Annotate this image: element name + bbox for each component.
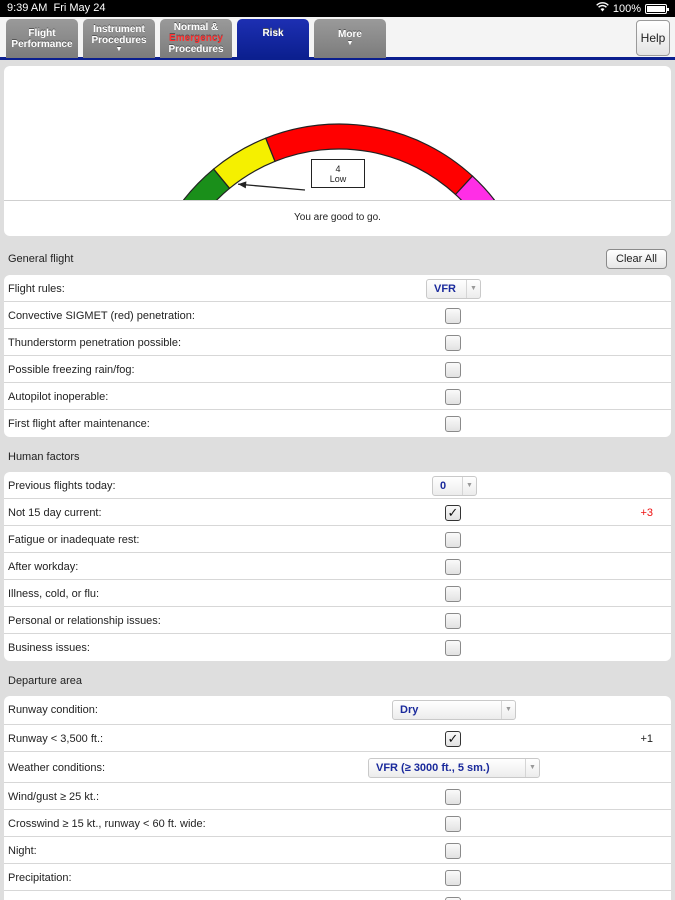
risk-points: +3 [640,507,653,519]
select-value: Dry [400,704,419,716]
row-label: Fatigue or inadequate rest: [8,534,140,546]
tab-normal-emergency-procedures[interactable] [160,19,232,58]
tab-label-line2: Performance [11,38,73,50]
risk-score-box [311,159,365,188]
list-item [4,383,671,410]
list-item [4,553,671,580]
risk-level: Low [329,174,347,184]
row-label: Runway < 3,500 ft.: [8,733,104,745]
status-right [596,2,667,15]
runway-condition-select[interactable] [392,700,516,720]
row-label: Runway condition: [8,704,98,716]
chevron-down-icon: ▼ [525,759,539,777]
list-item [4,499,671,526]
list-item [4,410,671,437]
list-item [4,837,671,864]
list-item [4,864,671,891]
row-checkbox[interactable] [445,362,461,378]
tab-label-line2: Procedures [91,34,147,46]
caret-down-icon: ▼ [115,45,123,53]
list-item [4,302,671,329]
list-item-runway-condition [4,696,671,725]
tab-label-line1: More [338,29,362,40]
list-item [4,526,671,553]
tab-label-line1: Normal & [173,22,219,33]
tab-flight-performance[interactable] [6,19,78,58]
section-title-human-factors: Human factors [8,451,80,463]
row-checkbox[interactable] [445,389,461,405]
row-checkbox[interactable] [445,789,461,805]
list-item [4,580,671,607]
list-item-previous-flights [4,472,671,499]
row-label: Personal or relationship issues: [8,615,161,627]
list-item [4,356,671,383]
row-label: Autopilot inoperable: [8,391,109,403]
row-label: Thunderstorm penetration possible: [8,337,182,349]
flight-rules-select[interactable] [426,279,481,299]
general-flight-group [4,275,671,437]
risk-gauge-panel [4,66,671,236]
row-checkbox[interactable] [445,335,461,351]
help-button[interactable]: Help [636,20,670,56]
row-label: First flight after maintenance: [8,418,150,430]
previous-flights-select[interactable] [432,476,477,496]
row-label: Crosswind ≥ 15 kt., runway < 60 ft. wide: [8,818,206,830]
tab-risk[interactable] [237,19,309,58]
row-label: Illness, cold, or flu: [8,588,100,600]
select-value: 0 [440,480,447,492]
caret-down-icon: ▼ [346,40,354,47]
select-value: VFR [434,283,456,295]
row-label: Not 15 day current: [8,507,102,519]
tab-more[interactable] [314,19,386,58]
human-factors-group [4,472,671,661]
row-label: Flight rules: [8,283,65,295]
tab-bar [0,17,675,60]
list-item [4,329,671,356]
row-checkbox[interactable] [445,559,461,575]
list-item [4,725,671,752]
battery-percent: 100% [612,2,641,15]
row-label: Convective SIGMET (red) penetration: [8,310,195,322]
row-checkbox[interactable] [445,613,461,629]
row-checkbox[interactable] [445,816,461,832]
status-time: 9:39 AM Fri May 24 [7,2,106,14]
row-checkbox[interactable] [445,308,461,324]
row-label: Previous flights today: [8,480,116,492]
select-value: VFR (≥ 3000 ft., 5 sm.) [376,762,490,774]
chevron-down-icon: ▼ [466,280,480,298]
list-item-flight-rules [4,275,671,302]
list-item-weather-conditions [4,752,671,783]
row-label: After workday: [8,561,79,573]
row-checkbox[interactable]: ✓ [445,505,461,521]
risk-points: +1 [640,733,653,745]
tab-label-line1: Risk [262,27,284,39]
clear-all-button[interactable]: Clear All [606,249,667,269]
list-item [4,810,671,837]
tab-instrument-procedures[interactable] [83,19,155,58]
list-item [4,783,671,810]
wifi-icon [596,2,609,15]
tab-label-line2: Emergency [169,33,223,44]
row-checkbox[interactable] [445,586,461,602]
row-checkbox[interactable]: ✓ [445,731,461,747]
gauge-segment-yellow [214,138,275,188]
section-title-general-flight: General flight [8,253,74,265]
row-label: Night: [8,845,37,857]
gauge-needle [238,184,305,190]
row-checkbox[interactable] [445,532,461,548]
risk-message: You are good to go. [294,212,381,223]
row-label: Wind/gust ≥ 25 kt.: [8,791,100,803]
divider [4,200,671,201]
row-label: Weather conditions: [8,762,106,774]
battery-icon [645,4,667,14]
row-label: Precipitation: [8,872,72,884]
row-label: Possible freezing rain/fog: [8,364,135,376]
chevron-down-icon: ▼ [501,701,515,719]
tab-label-line1: Instrument [93,23,145,35]
row-checkbox[interactable] [445,416,461,432]
status-bar [0,0,675,17]
tab-label-line1: Flight [28,27,56,39]
departure-area-group [4,696,671,900]
row-checkbox[interactable] [445,843,461,859]
section-title-departure-area: Departure area [8,675,82,687]
row-checkbox[interactable] [445,870,461,886]
chevron-down-icon: ▼ [462,477,476,495]
risk-score: 4 [335,164,341,174]
list-item [4,634,671,661]
list-item [4,891,671,900]
list-item [4,607,671,634]
row-label: Business issues: [8,642,90,654]
weather-conditions-select[interactable] [368,758,540,778]
tab-label-line3: Procedures [168,44,224,55]
gauge-segment-red [266,124,473,194]
row-checkbox[interactable] [445,640,461,656]
